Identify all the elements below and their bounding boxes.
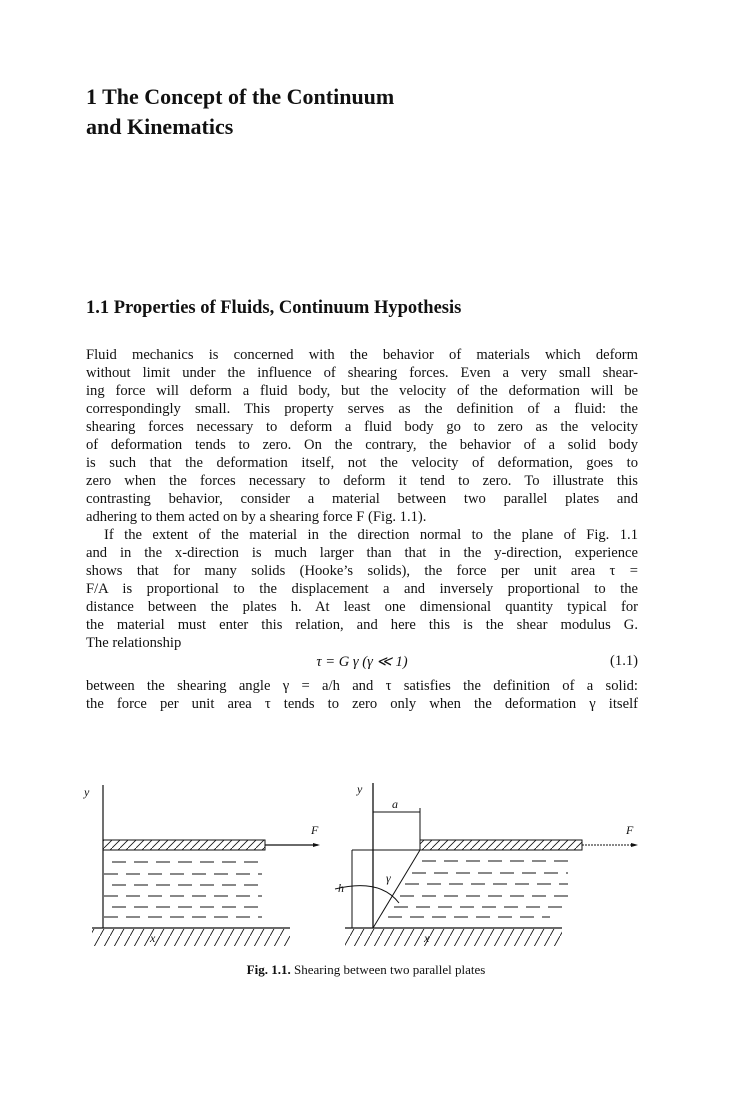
label-x-left: x: [150, 931, 156, 945]
figure-caption-text: Shearing between two parallel plates: [290, 962, 486, 977]
body-line: zero when the forces necessary to deform it tend to zero. To illustrate this: [86, 473, 638, 489]
section-title: 1.1 Properties of Fluids, Continuum Hypothesis: [86, 298, 462, 318]
figure-caption-label: Fig. 1.1.: [246, 962, 291, 977]
body-line: ing force will deform a fluid body, but the velocity of the deformation will be: [86, 383, 638, 399]
label-h: h: [338, 881, 344, 895]
right-diagram: [335, 782, 638, 946]
label-F-right: F: [626, 823, 634, 837]
label-a: a: [392, 797, 398, 811]
body-line: of deformation tends to zero. On the contrary, the behavior of a solid body: [86, 437, 638, 453]
body-line: Fluid mechanics is concerned with the behavior of materials which deform: [86, 347, 638, 363]
body-line: shearing forces necessary to deform a fluid body go to zero as the velocity: [86, 419, 638, 435]
body-line: the material must enter this relation, and here this is the shear modulus G.: [86, 617, 638, 633]
body-line: F/A is proportional to the displacement a and inversely proportional to the: [86, 581, 638, 597]
label-x-right: x: [424, 931, 430, 945]
label-F-left: F: [311, 823, 319, 837]
body-line: distance between the plates h. At least one dimensional quantity typical for: [86, 599, 638, 615]
equation-number: (1.1): [610, 653, 638, 669]
body-line: correspondingly small. This property serves as the definition of a fluid: the: [86, 401, 638, 417]
label-gamma: γ: [386, 871, 391, 885]
chapter-title-line2: and Kinematics: [86, 114, 234, 139]
body-line: contrasting behavior, consider a material between two parallel plates and: [86, 491, 638, 507]
chapter-title-line1: 1 The Concept of the Continuum: [86, 84, 395, 109]
body-line: between the shearing angle γ = a/h and τ satisfies the definition of a solid:: [86, 678, 638, 694]
body-line: without limit under the influence of shearing forces. Even a very small shear-: [86, 365, 638, 381]
body-line: shows that for many solids (Hooke’s solids), the force per unit area τ =: [86, 563, 638, 579]
body-line: and in the x-direction is much larger than that in the y-direction, experience: [86, 545, 638, 561]
label-y-right: y: [357, 782, 363, 796]
body-line: the force per unit area τ tends to zero only when the deformation γ itself: [86, 696, 638, 712]
body-line: is such that the deformation itself, not the velocity of deformation, goes to: [86, 455, 638, 471]
label-y-left: y: [84, 785, 90, 799]
body-line: adhering to them acted on by a shearing force F (Fig. 1.1).: [86, 509, 427, 525]
equation-formula: τ = G γ (γ ≪ 1): [316, 654, 408, 670]
left-diagram: [83, 785, 320, 946]
body-line: If the extent of the material in the direction normal to the plane of Fig. 1.1: [104, 527, 638, 543]
body-line: The relationship: [86, 635, 182, 651]
figure-caption: [0, 962, 732, 978]
